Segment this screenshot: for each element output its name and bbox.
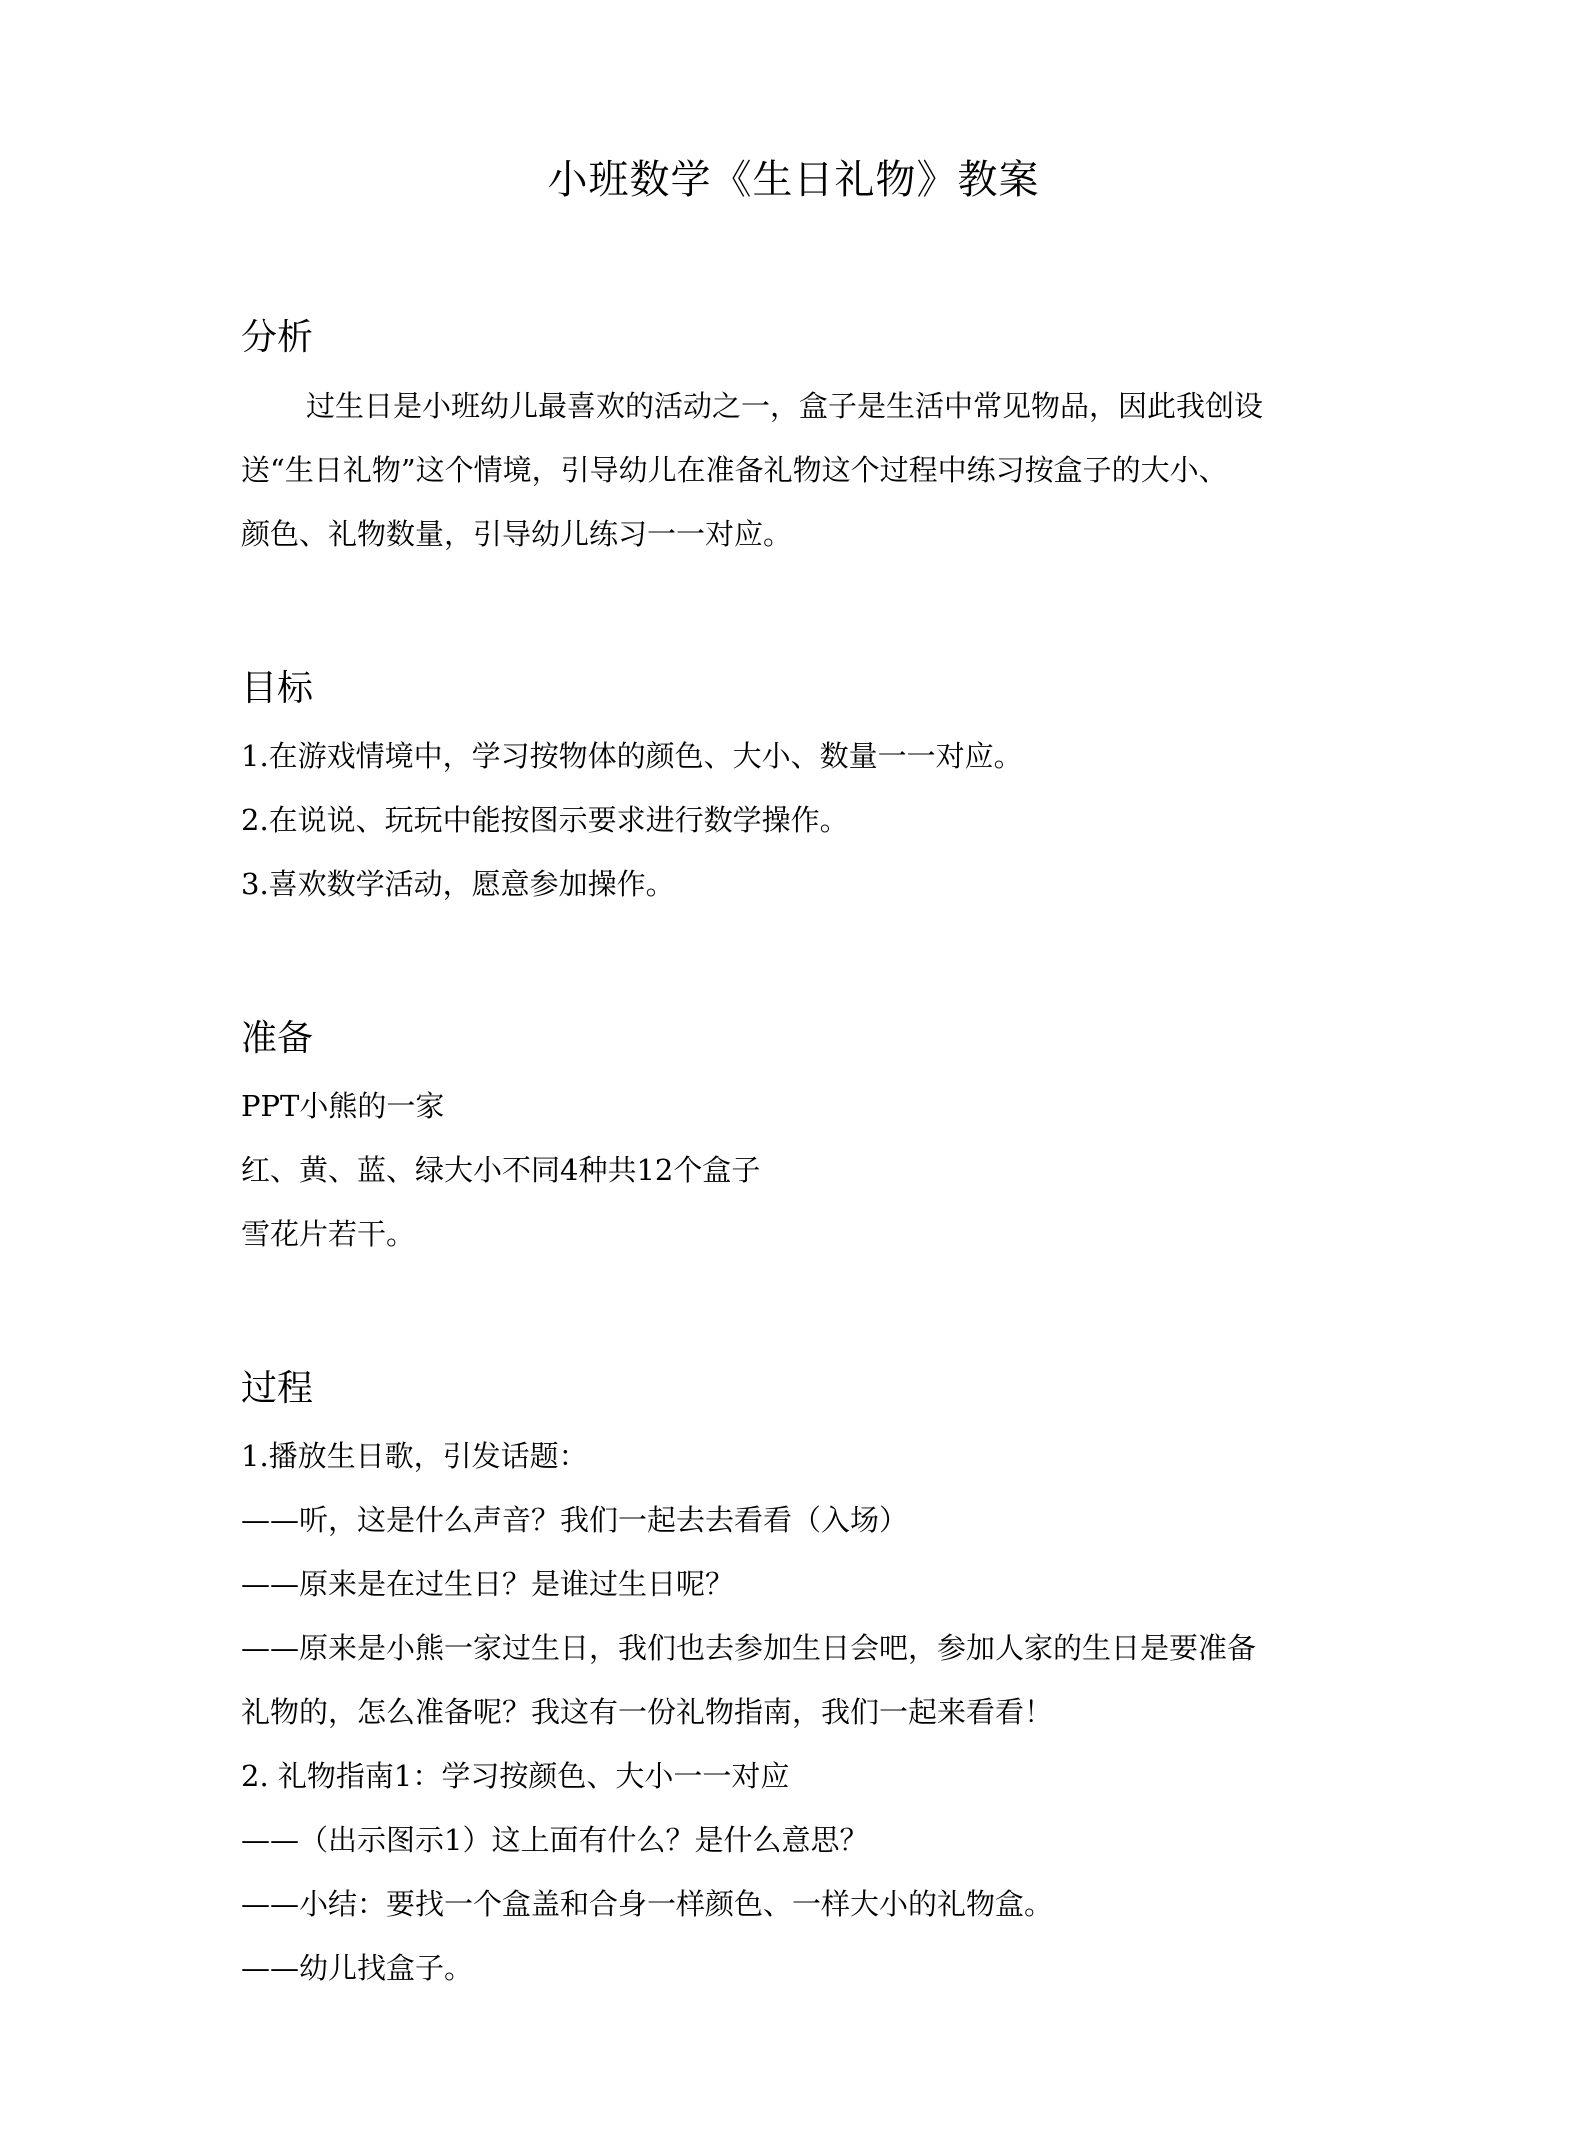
goal-item: 1.在游戏情境中，学习按物体的颜色、大小、数量一一对应。 — [241, 739, 1023, 773]
process-line: 1.播放生日歌，引发话题： — [241, 1439, 588, 1473]
process-line: ——（出示图示1）这上面有什么？是什么意思？ — [241, 1823, 869, 1857]
process-line: 2. 礼物指南1：学习按颜色、大小一一对应 — [241, 1759, 790, 1793]
goal-item: 3.喜欢数学活动，愿意参加操作。 — [241, 867, 675, 901]
process-line: ——幼儿找盒子。 — [241, 1951, 474, 1985]
preparation-item: 红、黄、蓝、绿大小不同4种共12个盒子 — [241, 1153, 761, 1187]
process-line: 礼物的，怎么准备呢？我这有一份礼物指南，我们一起来看看！ — [241, 1695, 1054, 1729]
goal-item: 2.在说说、玩玩中能按图示要求进行数学操作。 — [241, 803, 849, 837]
process-line: ——原来是小熊一家过生日，我们也去参加生日会吧，参加人家的生日是要准备 — [241, 1631, 1257, 1665]
preparation-item: PPT小熊的一家 — [241, 1089, 445, 1123]
analysis-line: 过生日是小班幼儿最喜欢的活动之一，盒子是生活中常见物品，因此我创设 — [306, 389, 1264, 423]
section-heading-process: 过程 — [241, 1368, 314, 1409]
section-heading-analysis: 分析 — [241, 317, 314, 358]
preparation-item: 雪花片若干。 — [241, 1217, 416, 1251]
section-heading-goals: 目标 — [241, 668, 314, 709]
process-line: ——听，这是什么声音？我们一起去去看看（入场） — [241, 1503, 909, 1537]
document-title: 小班数学《生日礼物》教案 — [547, 157, 1040, 203]
analysis-line: 送“生日礼物”这个情境，引导幼儿在准备礼物这个过程中练习按盒子的大小、 — [241, 453, 1228, 487]
process-line: ——原来是在过生日？是谁过生日呢？ — [241, 1567, 735, 1601]
analysis-line: 颜色、礼物数量，引导幼儿练习一一对应。 — [241, 517, 793, 551]
process-line: ——小结：要找一个盒盖和合身一样颜色、一样大小的礼物盒。 — [241, 1887, 1054, 1921]
section-heading-preparation: 准备 — [241, 1018, 314, 1059]
